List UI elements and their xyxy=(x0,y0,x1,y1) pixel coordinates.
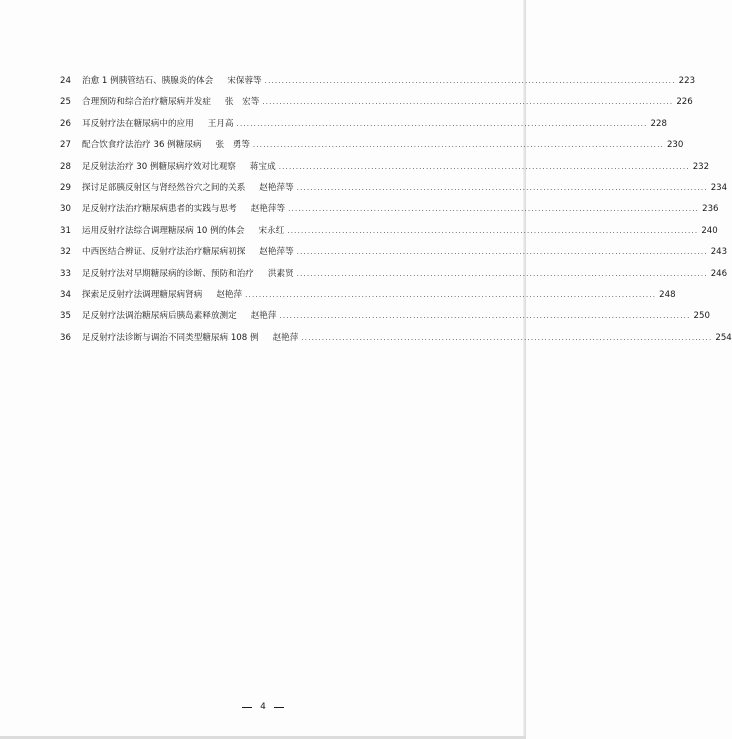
dot-leader: ........................................................................................................................ xyxy=(288,205,700,214)
entry-page-number: 246 xyxy=(710,268,728,279)
entry-page-number: 248 xyxy=(659,289,676,300)
entry-title: 探索足反射疗法调理糖尿病肾病 xyxy=(82,289,203,300)
toc-entry[interactable] xyxy=(60,92,693,113)
dot-leader: ........................................................................................................................ xyxy=(264,77,676,85)
entry-number: 25 xyxy=(60,97,71,108)
dot-leader: ........................................................................................................................ xyxy=(278,162,690,171)
dot-leader: ........................................................................................................................ xyxy=(245,290,657,299)
entry-author: 赵艳萍等 xyxy=(250,204,286,215)
entry-title: 足反射疗法调治糖尿病后胰岛素释放测定 xyxy=(82,311,237,322)
entry-title: 运用反射疗法综合调理糖尿病 10 例的体会 xyxy=(82,225,245,236)
toc-entry[interactable] xyxy=(60,242,728,263)
dot-leader: ........................................................................................................................ xyxy=(287,226,699,235)
entry-page-number: 240 xyxy=(701,225,718,236)
dot-leader: ........................................................................................................................ xyxy=(236,119,648,128)
entry-number: 28 xyxy=(60,161,71,172)
entry-number: 26 xyxy=(60,118,71,129)
entry-author: 赵艳萍 xyxy=(272,332,299,343)
dot-leader: ........................................................................................................................ xyxy=(296,269,708,278)
entry-number: 27 xyxy=(60,140,71,151)
dot-leader: ........................................................................................................................ xyxy=(301,333,713,342)
entry-title: 配合饮食疗法治疗 36 例糖尿病 xyxy=(82,140,202,151)
dot-leader: ........................................................................................................................ xyxy=(296,248,708,257)
entry-title: 探讨足部胰反射区与肾经然谷穴之间的关系 xyxy=(82,182,246,193)
entry-author: 赵艳萍等 xyxy=(259,182,294,193)
entry-title: 足反射疗法对早期糖尿病的诊断、预防和治疗 xyxy=(82,268,254,279)
entry-page-number: 254 xyxy=(715,332,732,343)
dot-leader: ........................................................................................................................ xyxy=(279,312,691,321)
entry-page-number: 243 xyxy=(710,247,728,258)
entry-page-number: 234 xyxy=(710,182,728,193)
entry-page-number: 232 xyxy=(692,161,710,172)
toc-entry[interactable] xyxy=(60,264,728,285)
entry-page-number: 230 xyxy=(666,140,684,151)
entry-number: 34 xyxy=(60,289,71,300)
dot-leader: ........................................................................................................................ xyxy=(262,98,674,107)
entry-author: 赵艳萍 xyxy=(216,289,243,300)
page-number: 4 xyxy=(260,702,266,712)
entry-author: 王月高 xyxy=(207,118,234,129)
entry-page-number: 226 xyxy=(676,97,693,108)
entry-title: 足反射法治疗 30 例糖尿病疗效对比观察 xyxy=(82,161,236,172)
toc-entry[interactable] xyxy=(60,71,696,92)
entry-number: 31 xyxy=(60,225,71,236)
entry-page-number: 228 xyxy=(650,118,667,129)
entry-title: 合理预防和综合治疗糖尿病并发症 xyxy=(82,97,211,108)
entry-author: 张 宏等 xyxy=(224,97,260,108)
dot-leader: ........................................................................................................................ xyxy=(252,141,664,150)
entry-number: 29 xyxy=(60,182,71,193)
entry-title: 耳反射疗法在糖尿病中的应用 xyxy=(82,118,194,129)
entry-author: 洪素贤 xyxy=(267,268,294,279)
toc-entry[interactable] xyxy=(60,221,718,242)
toc-entry[interactable] xyxy=(60,306,710,327)
entry-number: 30 xyxy=(60,204,71,215)
entry-title: 足反射疗法诊断与调治不同类型糖尿病 108 例 xyxy=(82,332,259,343)
entry-author: 宋保蓉等 xyxy=(227,76,262,86)
entry-author: 张 勇等 xyxy=(215,140,250,151)
entry-number: 35 xyxy=(60,311,71,322)
entry-author: 赵艳萍 xyxy=(250,311,277,322)
toc-entry[interactable] xyxy=(60,285,676,306)
dot-leader: ........................................................................................................................ xyxy=(296,183,708,192)
footer-dash-left xyxy=(242,707,252,708)
entry-title: 治愈 1 例胰管结石、胰腺炎的体会 xyxy=(82,76,214,86)
entry-author: 宋永红 xyxy=(258,225,285,236)
toc-entry[interactable] xyxy=(60,114,667,135)
toc-entry[interactable] xyxy=(60,135,684,156)
toc-entry[interactable] xyxy=(60,157,710,178)
entry-number: 32 xyxy=(60,247,71,258)
entry-number: 24 xyxy=(60,76,71,86)
entry-page-number: 223 xyxy=(678,76,696,86)
entry-page-number: 250 xyxy=(693,311,710,322)
page-footer xyxy=(0,702,526,712)
toc-entry[interactable] xyxy=(60,178,728,199)
entry-title: 足反射疗法治疗糖尿病患者的实践与思考 xyxy=(82,204,237,215)
entry-author: 赵艳萍等 xyxy=(259,247,294,258)
toc-entry[interactable] xyxy=(60,328,732,349)
footer-dash-right xyxy=(274,707,284,708)
table-of-contents xyxy=(60,71,732,349)
toc-entry[interactable] xyxy=(60,199,719,220)
entry-title: 中西医结合辨证、反射疗法治疗糖尿病初探 xyxy=(82,247,246,258)
entry-number: 36 xyxy=(60,332,71,343)
entry-author: 蒋宝成 xyxy=(249,161,276,172)
entry-number: 33 xyxy=(60,268,71,279)
entry-page-number: 236 xyxy=(702,204,719,215)
